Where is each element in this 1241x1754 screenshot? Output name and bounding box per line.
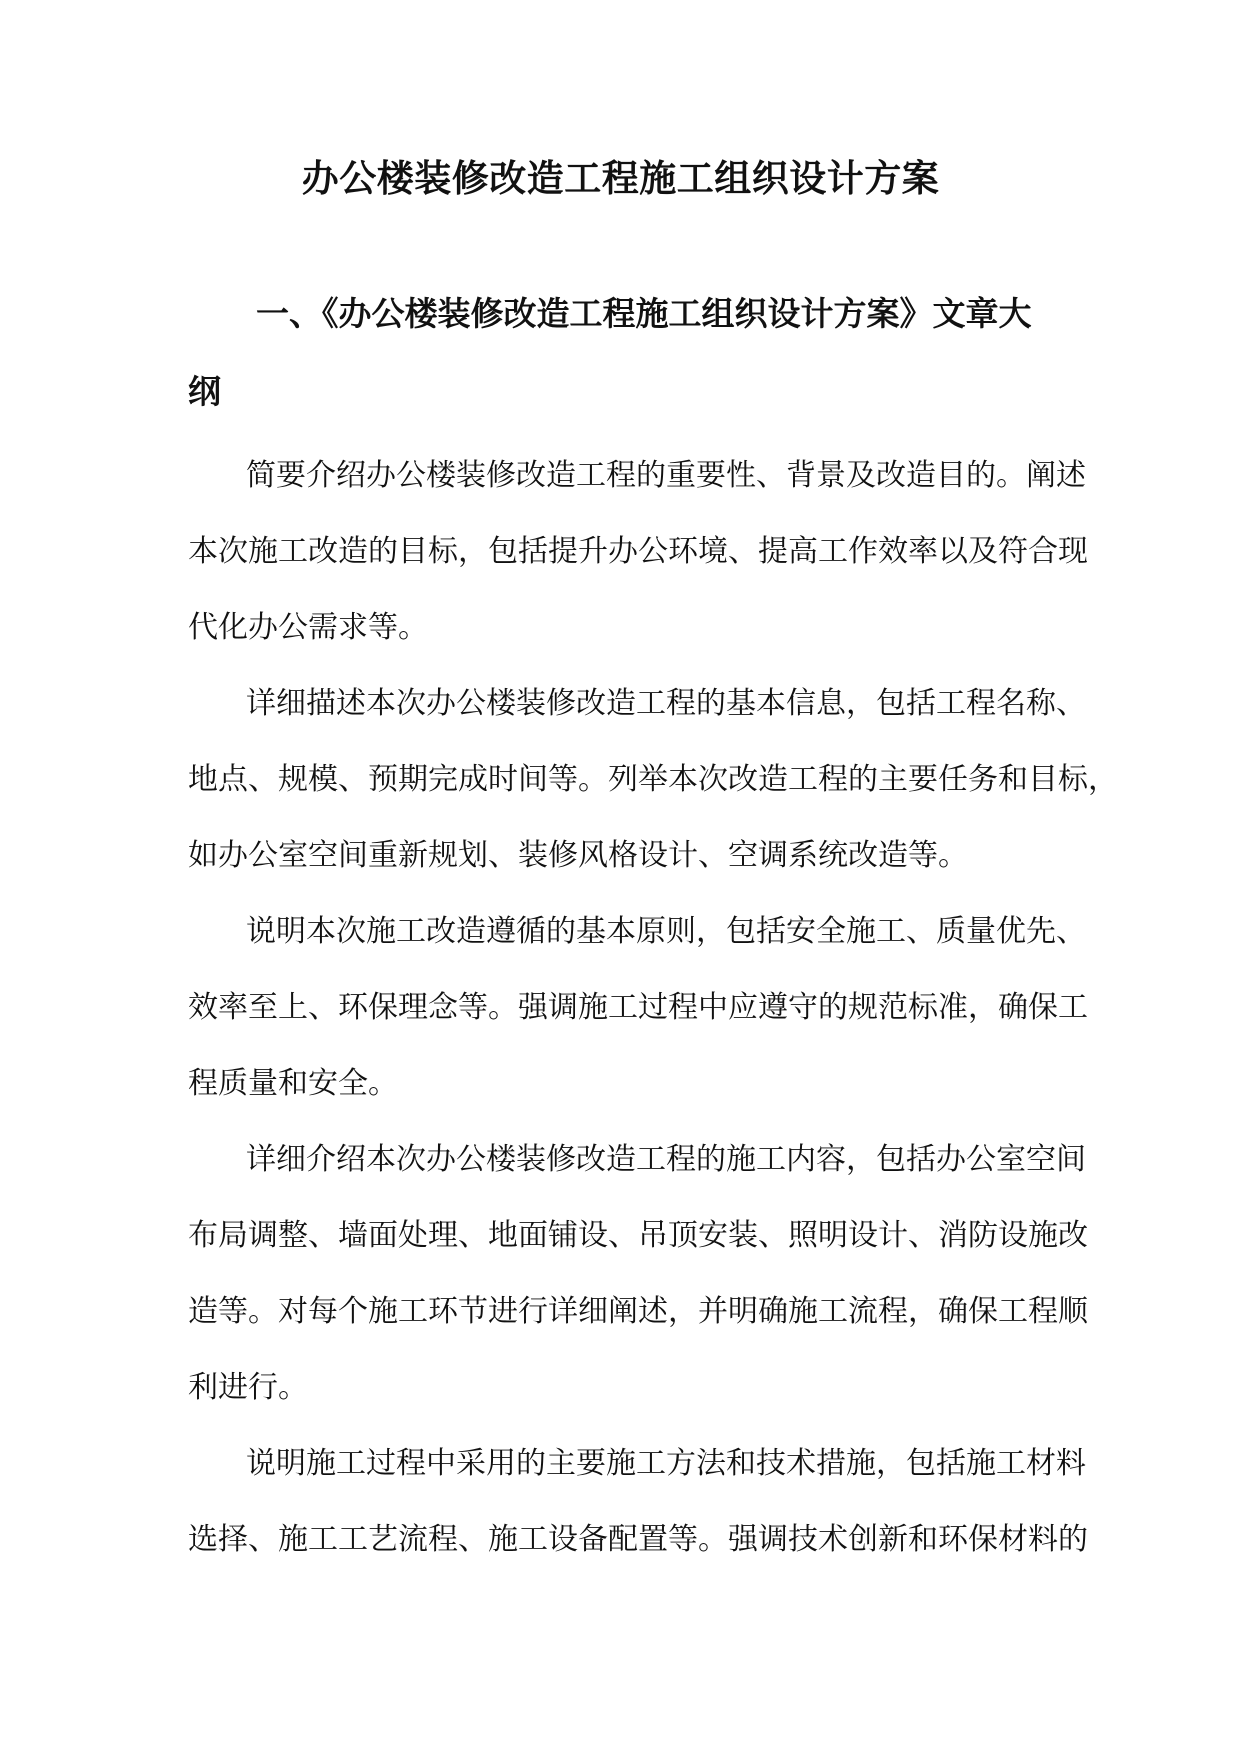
paragraph-line: 地点、规模、预期完成时间等。列举本次改造工程的主要任务和目标， <box>188 762 1118 797</box>
paragraph-line: 效率至上、环保理念等。强调施工过程中应遵守的规范标准，确保工 <box>188 990 1088 1025</box>
paragraph <box>188 1426 1088 1578</box>
section-heading <box>188 275 1058 431</box>
paragraph <box>188 1122 1088 1426</box>
section-heading-line: 纲 <box>188 372 221 411</box>
section-heading-line: 一、《办公楼装修改造工程施工组织设计方案》文章大 <box>256 294 1032 333</box>
paragraph <box>188 438 1088 666</box>
paragraph-line: 选择、施工工艺流程、施工设备配置等。强调技术创新和环保材料的 <box>188 1522 1088 1557</box>
paragraph <box>188 894 1088 1122</box>
paragraph-line: 简要介绍办公楼装修改造工程的重要性、背景及改造目的。阐述 <box>246 458 1086 493</box>
paragraph-line: 利进行。 <box>188 1370 308 1405</box>
page-title: 办公楼装修改造工程施工组织设计方案 <box>301 156 940 200</box>
body-text <box>188 438 1118 1578</box>
paragraph-line: 说明施工过程中采用的主要施工方法和技术措施，包括施工材料 <box>246 1446 1086 1481</box>
paragraph-line: 如办公室空间重新规划、装修风格设计、空调系统改造等。 <box>188 838 968 873</box>
paragraph-line: 本次施工改造的目标，包括提升办公环境、提高工作效率以及符合现 <box>188 534 1088 569</box>
paragraph-line: 造等。对每个施工环节进行详细阐述，并明确施工流程，确保工程顺 <box>188 1294 1088 1329</box>
paragraph-line: 程质量和安全。 <box>188 1066 398 1101</box>
paragraph <box>188 666 1118 894</box>
paragraph-line: 代化办公需求等。 <box>188 610 428 645</box>
paragraph-line: 详细描述本次办公楼装修改造工程的基本信息，包括工程名称、 <box>246 686 1086 721</box>
paragraph-line: 说明本次施工改造遵循的基本原则，包括安全施工、质量优先、 <box>246 914 1086 949</box>
paragraph-line: 布局调整、墙面处理、地面铺设、吊顶安装、照明设计、消防设施改 <box>188 1218 1088 1253</box>
paragraph-line: 详细介绍本次办公楼装修改造工程的施工内容，包括办公室空间 <box>246 1142 1086 1177</box>
